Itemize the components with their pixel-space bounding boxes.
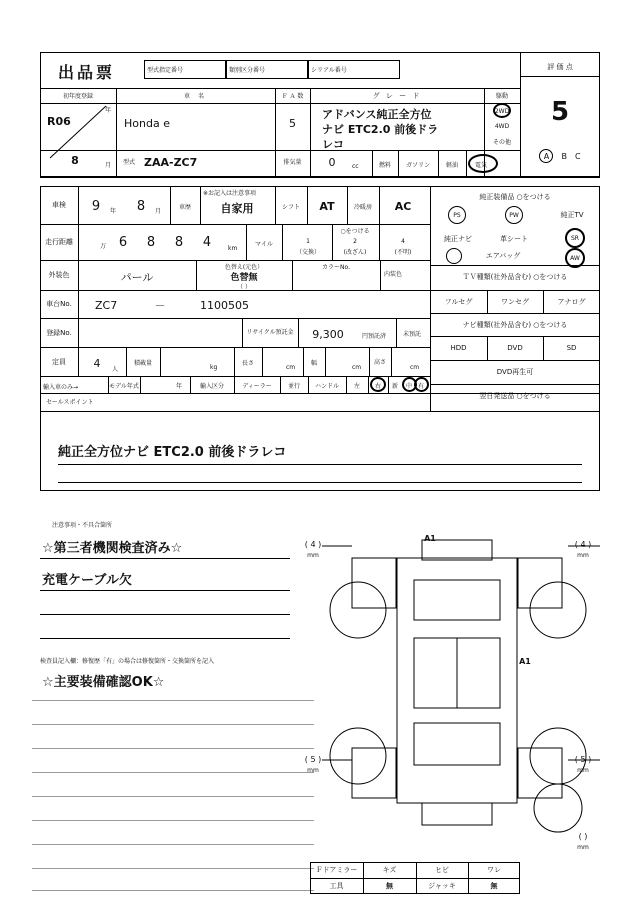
drive-label: 駆動 bbox=[495, 93, 508, 100]
registration-label: 登録No. bbox=[46, 329, 72, 337]
first-reg-month-unit: 月 bbox=[105, 162, 112, 169]
fuel-electric-circle bbox=[468, 154, 498, 173]
bottom-table-h4: ワレ bbox=[487, 866, 501, 874]
bottom-table-c3: ジャッキ bbox=[428, 882, 456, 890]
score-grade-row bbox=[520, 148, 600, 164]
fuel-gasoline: ガソリン bbox=[405, 161, 430, 169]
handle-left: 左 bbox=[353, 382, 360, 390]
inspector-line: ☆主要装備確認OK☆ bbox=[42, 674, 165, 690]
chassis-prefix: ZC7 bbox=[95, 298, 118, 312]
inspector-title: 検査員記入欄：修復歴「有」の場合は修復箇所・交換箇所を記入 bbox=[40, 657, 215, 665]
equipment-title: 純正装備品 ○をつける bbox=[479, 193, 551, 201]
bottom-table-h2: キズ bbox=[382, 866, 397, 874]
first-reg-month-value: 8 bbox=[71, 153, 79, 167]
drive-other-label: その他 bbox=[492, 138, 511, 146]
diagram-top-label: A1 bbox=[424, 533, 436, 543]
capacity-label: 定員 bbox=[52, 358, 66, 366]
grade-a-label: A bbox=[543, 151, 550, 161]
equip-sr-circle bbox=[565, 228, 585, 248]
inspection-label: 車検 bbox=[52, 201, 66, 209]
mileage-check-note: ○をつける bbox=[340, 227, 370, 235]
equip-airbag-label: エアバッグ bbox=[485, 252, 521, 260]
grade-a-circle bbox=[539, 149, 553, 163]
fuel-label: 燃料 bbox=[378, 161, 391, 169]
ext-color-value: パール bbox=[120, 271, 154, 284]
equip-aw-circle bbox=[565, 248, 585, 268]
grade-value-line1: アドバンス純正全方位 bbox=[322, 108, 432, 121]
diagram-left-top-value: ( 4 ) bbox=[304, 539, 322, 549]
displacement-unit: cc bbox=[352, 163, 359, 170]
import-label: 輸入車のみ→ bbox=[43, 383, 79, 391]
mileage-digit-1: 6 bbox=[118, 234, 128, 250]
recycle-value: 9,300 bbox=[312, 327, 344, 341]
car-diagram bbox=[322, 518, 602, 848]
displacement-value: 0 bbox=[328, 155, 336, 169]
bottom-table-h1: Ｆドアミラー bbox=[315, 866, 358, 874]
import-parallel: 並行 bbox=[287, 382, 300, 390]
nav-dvd: DVD bbox=[507, 344, 523, 352]
sales-point-label: セールスポイント bbox=[46, 398, 94, 406]
ac-label: 冷暖房 bbox=[353, 203, 372, 211]
diagram-right-top-unit: mm bbox=[577, 551, 589, 559]
diagram-left-top-unit: mm bbox=[307, 551, 319, 559]
width-unit: cm bbox=[352, 364, 362, 371]
shift-label: シフト bbox=[281, 203, 300, 211]
capacity-value: 4 bbox=[93, 356, 101, 370]
recycle-label: リサイクル預託金 bbox=[246, 329, 294, 336]
mileage-opt2: (改ざん) bbox=[343, 248, 367, 256]
tv-oneseg: ワンセグ bbox=[501, 298, 529, 306]
equip-nav-label: 純正ナビ bbox=[444, 235, 472, 243]
import-dealer: ディーラー bbox=[242, 382, 272, 390]
notes-line2: 充電ケーブル欠 bbox=[42, 572, 132, 588]
score-label: 評 価 点 bbox=[547, 63, 573, 71]
equip-ps-circle bbox=[448, 206, 466, 224]
handle-label: ハンドル bbox=[314, 382, 339, 390]
bottom-table-c4: 無 bbox=[490, 882, 498, 890]
book-label: 有 bbox=[417, 382, 424, 390]
tv-analog: アナログ bbox=[557, 298, 586, 306]
grade-b-label: B bbox=[561, 151, 567, 161]
bottom-table-h3: ヒビ bbox=[435, 866, 449, 874]
recycle-notpaid: 未預託 bbox=[402, 330, 421, 338]
chassis-dash: － bbox=[154, 299, 166, 312]
first-reg-year-value: R06 bbox=[47, 114, 71, 128]
nav-sd: SD bbox=[566, 344, 577, 352]
mileage-km-unit: km bbox=[228, 245, 238, 252]
header-cell-2-label: 類別区分番号 bbox=[229, 66, 266, 74]
score-value: 5 bbox=[550, 97, 570, 127]
length-unit: cm bbox=[286, 364, 296, 371]
header-cell-3-label: シリアル番号 bbox=[311, 66, 347, 74]
diagram-right-bottom-unit: mm bbox=[577, 766, 589, 774]
mileage-opt3-top: 4 bbox=[401, 237, 405, 245]
new-value: 中 bbox=[405, 382, 412, 390]
diagram-right-last-unit: mm bbox=[577, 843, 589, 851]
next-day-shipping: 翌日発送品 ○をつける bbox=[479, 392, 551, 400]
diagram-mid-label: A1 bbox=[519, 656, 531, 666]
tv-fullseg: フルセグ bbox=[444, 298, 473, 306]
bottom-table-c2: 無 bbox=[386, 882, 393, 890]
diagram-left-bottom-value: ( 5 ) bbox=[304, 754, 322, 764]
car-name-value: Honda e bbox=[124, 116, 170, 130]
width-label: 幅 bbox=[310, 359, 317, 367]
shift-value: AT bbox=[319, 199, 335, 213]
mileage-opt2-top: 2 bbox=[353, 237, 357, 245]
mileage-digit-2: 8 bbox=[146, 234, 156, 250]
length-label: 長さ bbox=[241, 359, 254, 367]
displacement-label: 排気量 bbox=[283, 159, 302, 166]
mileage-label: 走行距離 bbox=[45, 238, 73, 246]
mileage-opt1-top: 1 bbox=[306, 237, 310, 245]
ext-color-label: 外装色 bbox=[48, 271, 70, 279]
notes-line1: ☆第三者機関検査済み☆ bbox=[42, 540, 183, 556]
diagram-right-last-value: ( ) bbox=[578, 831, 588, 841]
dvd-playable: DVD再生可 bbox=[496, 368, 534, 376]
inspection-month-unit: 月 bbox=[155, 208, 162, 215]
repaint-value: 色替無 bbox=[230, 272, 258, 283]
tv-types-title: ＴＶ種類(社外品含む) ○をつける bbox=[462, 273, 568, 281]
bottom-table-c1: 工具 bbox=[329, 882, 344, 890]
color-no-label: カラーNo. bbox=[322, 263, 350, 271]
capacity-unit: 人 bbox=[112, 366, 119, 373]
grade-value-line3: レコ bbox=[322, 138, 344, 151]
nav-types-title: ナビ種類(社外品含む) ○をつける bbox=[462, 321, 568, 329]
model-code-label: 型式 bbox=[122, 159, 135, 166]
mileage-opt1: （交換） bbox=[295, 248, 320, 256]
door-count-value: 5 bbox=[289, 116, 296, 130]
repaint-label: 色替え(元色） bbox=[224, 263, 264, 271]
book-circle bbox=[414, 377, 429, 392]
mileage-digit-4: 4 bbox=[202, 234, 212, 250]
door-count-label: Ｆ Ａ 数 bbox=[281, 93, 304, 100]
equip-sr-label: SR bbox=[571, 234, 579, 242]
chassis-label: 車台No. bbox=[46, 300, 72, 308]
ac-value: AC bbox=[394, 199, 412, 213]
load-unit: kg bbox=[210, 364, 218, 371]
first-reg-diagonal bbox=[40, 103, 116, 177]
chassis-number: 1100505 bbox=[200, 298, 249, 312]
diagram-right-bottom-value: ( 5 ) bbox=[574, 754, 592, 764]
equip-pw-circle bbox=[505, 206, 523, 224]
load-label: 積載量 bbox=[133, 359, 152, 367]
recycle-paid: 円預託済 bbox=[362, 333, 387, 340]
new-label: 新 bbox=[391, 382, 398, 390]
car-name-label: 車 名 bbox=[184, 93, 207, 100]
height-unit: cm bbox=[410, 364, 420, 371]
header-cell-1-label: 型式指定番号 bbox=[147, 66, 184, 74]
first-reg-label: 初年度登録 bbox=[62, 93, 93, 100]
mileage-digit-3: 8 bbox=[174, 234, 184, 250]
fuel-lightoil: 軽油 bbox=[445, 161, 458, 169]
page-title: 出品票 bbox=[58, 63, 116, 82]
import-model-unit: 年 bbox=[176, 383, 183, 390]
mileage-man-unit: 万 bbox=[99, 242, 106, 250]
grade-label: グ レ ー ド bbox=[372, 91, 422, 100]
equip-airbag-circle bbox=[446, 248, 462, 264]
import-division-label: 輸入区分 bbox=[199, 382, 224, 390]
equip-pw-label: PW bbox=[509, 211, 519, 219]
inspection-year-unit: 年 bbox=[110, 208, 117, 215]
mileage-opt3: (不明) bbox=[394, 248, 412, 256]
sales-point-text: 純正全方位ナビ ETC2.0 前後ドラレコ bbox=[58, 444, 287, 460]
handle-right-circle bbox=[370, 377, 386, 392]
drive-2wd-label: 2WD bbox=[494, 107, 510, 115]
diagram-right-top-value: ( 4 ) bbox=[574, 539, 592, 549]
notes-title: 注意事項・不具合箇所 bbox=[52, 521, 113, 529]
equip-aw-label: AW bbox=[570, 254, 580, 262]
height-label: 高さ bbox=[373, 358, 386, 366]
nav-hdd: HDD bbox=[450, 344, 467, 352]
equip-tv-label: 純正TV bbox=[560, 211, 584, 219]
grade-value-line2: ナビ ETC2.0 前後ドラ bbox=[322, 123, 439, 136]
fuel-electric: 電気 bbox=[474, 161, 487, 169]
int-color-label: 内装色 bbox=[383, 271, 402, 278]
equip-ps-label: PS bbox=[453, 211, 461, 219]
usage-label: 車歴 bbox=[178, 203, 191, 211]
import-model-label: モデル年式 bbox=[109, 382, 139, 390]
drive-4wd-label: 4WD bbox=[494, 122, 510, 130]
grade-c-label: C bbox=[574, 151, 581, 161]
equip-leather-label: 革シート bbox=[500, 235, 528, 243]
handle-right: 右 bbox=[374, 382, 381, 390]
inspection-year: 9 bbox=[91, 198, 101, 214]
model-code-value: ZAA-ZC7 bbox=[144, 155, 198, 169]
usage-value: 自家用 bbox=[220, 202, 254, 215]
repaint-paren: （ ） bbox=[237, 283, 251, 291]
diagram-left-bottom-unit: mm bbox=[307, 766, 319, 774]
first-reg-year-unit: 年 bbox=[105, 107, 112, 114]
inspection-month: 8 bbox=[136, 198, 146, 214]
usage-note: ※お記入は注意事項 bbox=[203, 190, 257, 197]
mileage-mile-label: マイル bbox=[255, 240, 273, 248]
